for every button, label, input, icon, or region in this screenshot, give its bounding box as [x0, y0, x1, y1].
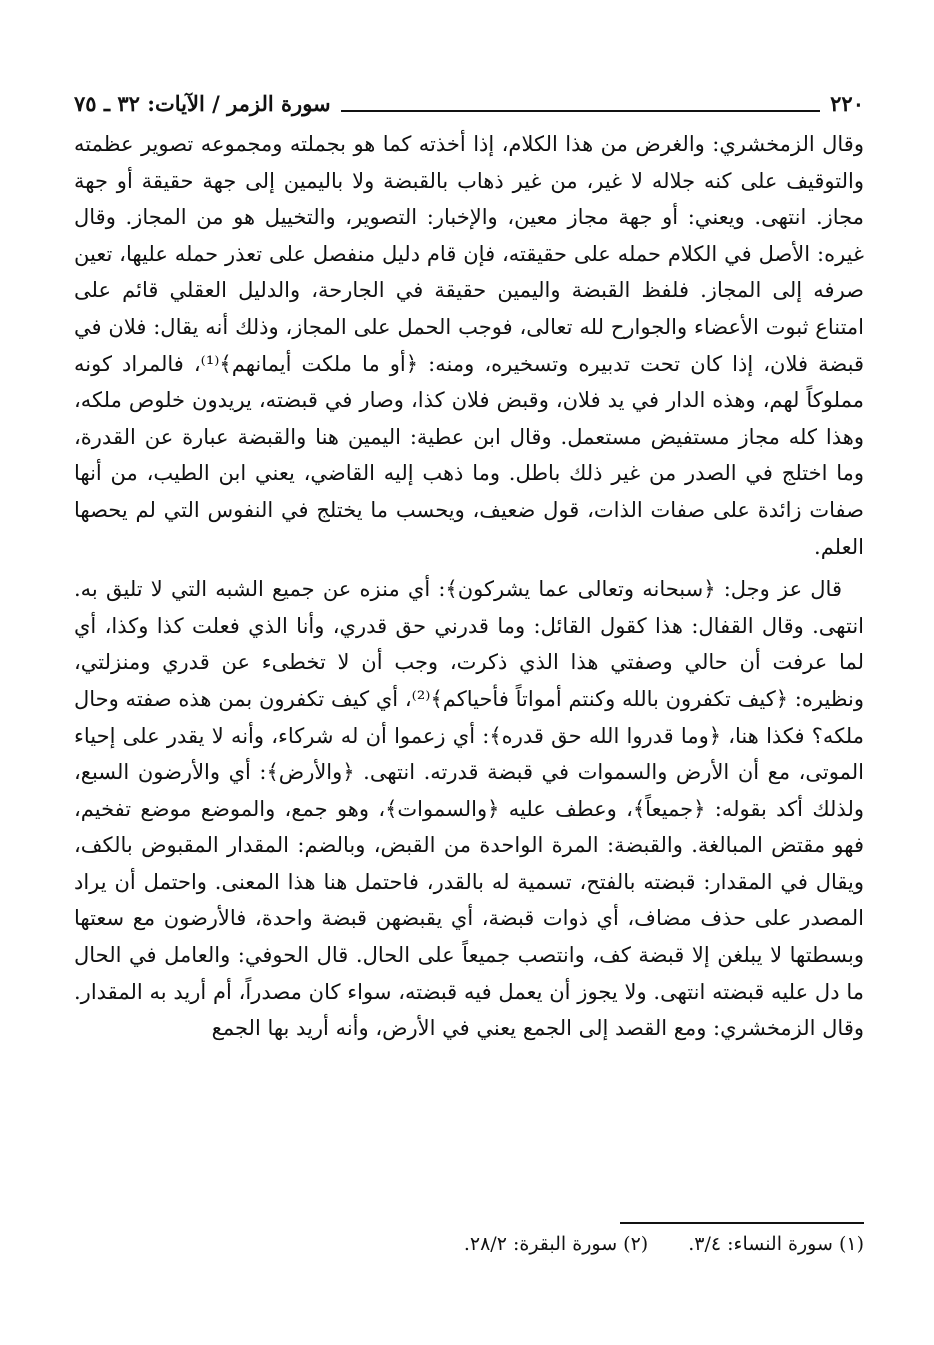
footnote-rule	[620, 1222, 864, 1224]
footnote-1: (١) سورة النساء: ٣/٤.	[688, 1233, 864, 1255]
page-number: ٢٢٠	[830, 90, 864, 116]
footnotes	[244, 1233, 864, 1255]
main-text	[74, 126, 864, 1047]
header-rule	[341, 110, 821, 112]
footnote-2: (٢) سورة البقرة: ٢٨/٢.	[463, 1233, 649, 1255]
paragraph-subhanahu-commentary: قال عز وجل: ﴿سبحانه وتعالى عما يشركون﴾: أي منزه عن جميع الشبه التي لا تليق به. انتهى. وقال القفال: هذا كقول القائل: وما قدرني حق قدري، وأنا الذي فعلت كذا وكذا، أي لما عرفت أن حالي وصفتي هذا الذي ذكرت، وجب أن لا تخطىء عن قدري ومنزلتي، ونظيره: ﴿كيف تكفرون بالله وكنتم أمواتاً فأحياكم﴾⁽²⁾، أي كيف تكفرون بمن هذه صفته وحال ملكه؟ فكذا هنا، ﴿وما قدروا الله حق قدره﴾: أي زعموا أن له شركاء، وأنه لا يقدر على إحياء الموتى، مع أن الأرض والسموات في قبضة قدرته. انتهى. ﴿والأرض﴾: أي والأرضون السبع، ولذلك أكد بقوله: ﴿جميعاً﴾، وعطف عليه ﴿والسموات﴾، وهو جمع، والموضع موضع تفخيم، فهو مقتض المبالغة. والقبضة: المرة الواحدة من القبض، وبالضم: المقدار المقبوض بالكف، ويقال في المقدار: قبضته بالفتح، تسمية له بالقدر، فاحتمل هنا هذا المعنى. واحتمل أن يراد المصدر على حذف مضاف، أي ذوات قبضة، أي يقبضهن قبضة واحدة، فالأرضون مع سعتها وبسطتها لا يبلغن إلا قبضة كف، وانتصب جميعاً على الحال. قال الحوفي: والعامل في الحال ما دل عليه قبضته انتهى. ولا يجوز أن يعمل فيه قبضته، سواء كان مصدراً، أم أريد به المقدار. وقال الزمخشري: ومع القصد إلى الجمع يعني في الأرض، وأنه أريد بها الجمع	[74, 577, 864, 1041]
running-title: سورة الزمر / الآيات: ٣٢ ـ ٧٥	[74, 90, 331, 116]
page-header	[74, 88, 864, 118]
paragraph-zamakhshari-commentary: وقال الزمخشري: والغرض من هذا الكلام، إذا أخذته كما هو بجملته ومجموعه تصوير عظمته والتوقيف على كنه جلاله لا غير، من غير ذهاب بالقبضة ولا باليمين إلى جهة حقيقة أو جهة مجاز. انتهى. ويعني: أو جهة مجاز معين، والإخبار: التصوير، والتخييل هو من المجاز. وقال غيره: الأصل في الكلام حمله على حقيقته، فإن قام دليل منفصل على تعذر حمله عليها، تعين صرفه إلى المجاز. فلفظ القبضة واليمين حقيقة في الجارحة، والدليل العقلي قائم على امتناع ثبوت الأعضاء والجوارح لله تعالى، فوجب الحمل على المجاز، وذلك أنه يقال: فلان في قبضة فلان، إذا كان تحت تدبيره وتسخيره، ومنه: ﴿أو ما ملكت أيمانهم﴾⁽¹⁾، فالمراد كونه مملوكاً لهم، وهذه الدار في يد فلان، وقبض فلان كذا، وصار في قبضته، يريدون خلوص ملكه، وهذا كله مجاز مستفيض مستعمل. وقال ابن عطية: اليمين هنا والقبضة عبارة عن القدرة، وما اختلج في الصدر من غير ذلك باطل. وما ذهب إليه القاضي، يعني ابن الطيب، من أنها صفات زائدة على صفات الذات، قول ضعيف، ويحسب ما يختلج في النفوس التي لم يحصها العلم.	[74, 132, 864, 559]
